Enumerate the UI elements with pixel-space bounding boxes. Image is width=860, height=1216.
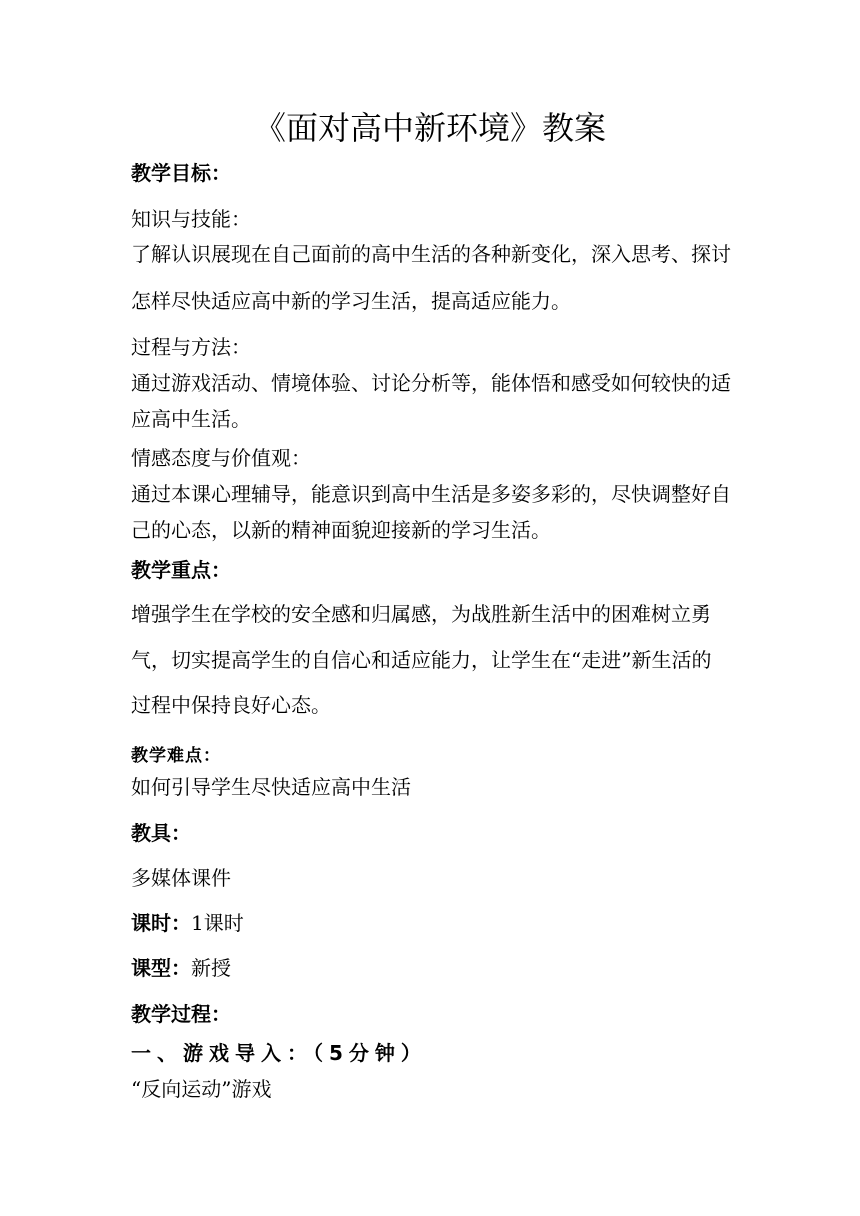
key-points-line-3: 过程中保持良好心态。	[131, 693, 331, 717]
lesson-type-row	[131, 956, 231, 980]
step-one-heading: 一、游戏导入：（5分钟）	[131, 1041, 427, 1065]
emotion-line-1: 通过本课心理辅导，能意识到高中生活是多姿多彩的，尽快调整好自	[131, 482, 731, 506]
procedure-heading: 教学过程：	[131, 1002, 231, 1026]
emotion-heading: 情感态度与价值观：	[131, 446, 311, 470]
process-line-2: 应高中生活。	[131, 407, 251, 431]
knowledge-heading: 知识与技能：	[131, 207, 251, 231]
difficulty-text: 如何引导学生尽快适应高中生活	[131, 775, 411, 799]
objectives-heading: 教学目标：	[131, 161, 231, 185]
step-one-text: “反向运动”游戏	[131, 1077, 272, 1101]
tools-heading: 教具：	[131, 821, 191, 845]
knowledge-line-1: 了解认识展现在自己面前的高中生活的各种新变化，深入思考、探讨	[131, 242, 731, 266]
class-hours-row	[131, 911, 244, 935]
tools-text: 多媒体课件	[131, 866, 231, 890]
lesson-type-label: 课型：	[131, 956, 191, 980]
knowledge-line-2: 怎样尽快适应高中新的学习生活，提高适应能力。	[131, 289, 571, 313]
difficulty-heading: 教学难点：	[131, 746, 221, 766]
key-points-heading: 教学重点：	[131, 558, 231, 582]
process-heading: 过程与方法：	[131, 335, 251, 359]
lesson-type-value: 新授	[191, 956, 231, 980]
key-points-line-1: 增强学生在学校的安全感和归属感，为战胜新生活中的困难树立勇	[131, 602, 711, 626]
class-hours-value: 1课时	[191, 911, 244, 935]
emotion-line-2: 己的心态，以新的精神面貌迎接新的学习生活。	[131, 518, 551, 542]
process-line-1: 通过游戏活动、情境体验、讨论分析等，能体悟和感受如何较快的适	[131, 371, 731, 395]
key-points-line-2: 气，切实提高学生的自信心和适应能力，让学生在“走进”新生活的	[131, 648, 712, 672]
document-title: 《面对高中新环境》教案	[253, 109, 606, 147]
class-hours-label: 课时：	[131, 911, 191, 935]
